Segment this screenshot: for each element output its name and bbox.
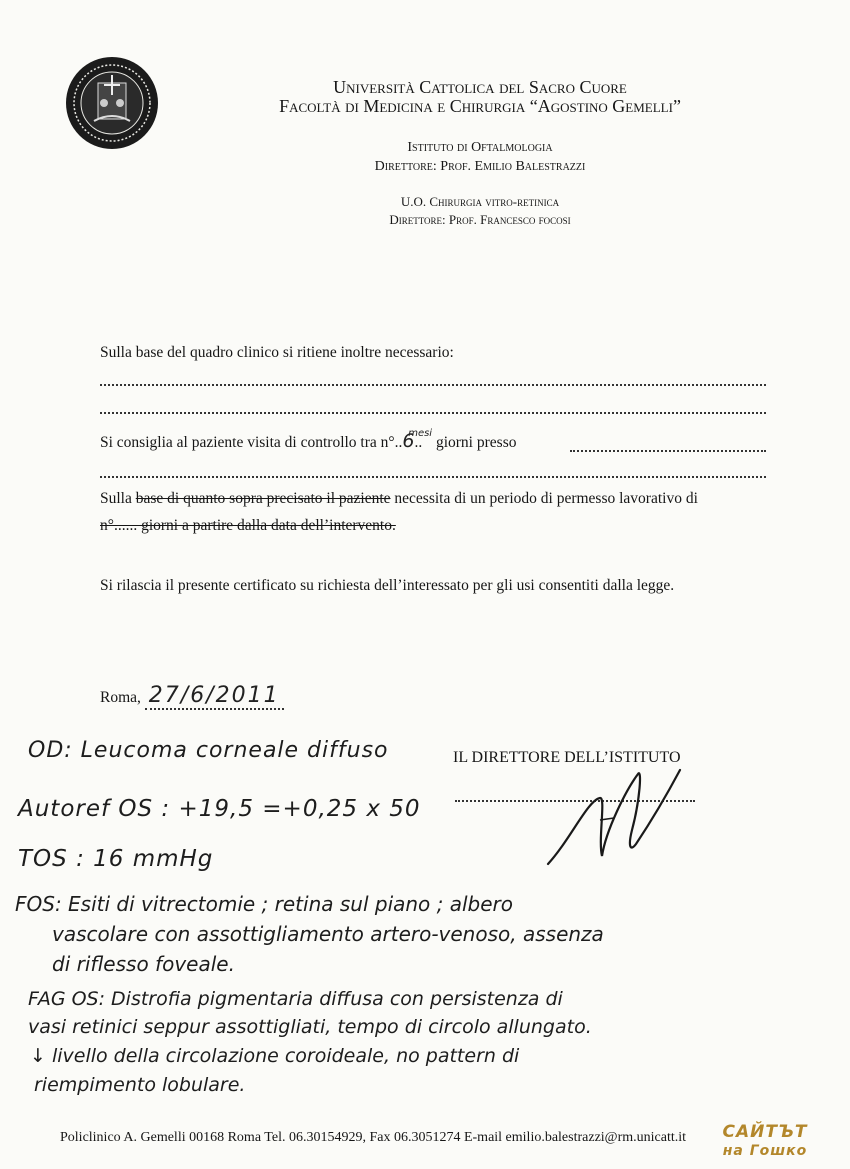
footer-address: Policlinico A. Gemelli 00168 Roma Tel. 06.30154929, Fax 06.3051274 E-mail emilio.balestrazzi@rm.unicatt.it (60, 1130, 687, 1145)
necessary-label: Sulla base del quadro clinico si ritiene inoltre necessario: (100, 344, 454, 361)
followup-prefix: Si consiglia al paziente visita di controllo tra n° (100, 434, 395, 451)
note-autorefraction: Autoref OS : +19,5 =+0,25 x 50 (18, 796, 421, 822)
note-fag-4: riempimento lobulare. (34, 1074, 246, 1096)
leave-line-2: n°...... giorni a partire dalla data dell’intervento. (100, 517, 396, 534)
director-title: IL DIRETTORE DELL’ISTITUTO (453, 749, 681, 766)
note-fag-2: vasi retinici seppur assottigliati, tempo di circolo allungato. (28, 1016, 592, 1038)
site-watermark (700, 1123, 830, 1161)
dotted-line (100, 476, 766, 478)
dotted-line (100, 412, 766, 414)
watermark-line-2: на Гошко (722, 1143, 808, 1159)
university-name: Università Cattolica del Sacro Cuore (333, 77, 627, 97)
followup-note: mesi (408, 428, 433, 439)
leave-text-struck: base di quanto sopra precisato il paziente (135, 490, 391, 507)
followup-line: Si consiglia al paziente visita di controllo tra n°..6..$^{mesi}$ giorni presso (100, 428, 517, 452)
date-line (100, 683, 284, 708)
note-fos-1: FOS: Esiti di vitrectomie ; retina sul piano ; albero (15, 892, 514, 916)
director-signature-icon (540, 760, 690, 870)
date-value: 27/6/2011 (145, 683, 284, 710)
note-od: OD: Leucoma corneale diffuso (28, 738, 389, 763)
university-seal-icon (64, 55, 160, 151)
note-tonometry: TOS : 16 mmHg (18, 846, 214, 872)
unit-name: U.O. Chirurgia vitro-retinica (400, 194, 560, 209)
followup-value: 6 (402, 430, 415, 452)
watermark-line-1: САЙТЪТ (722, 1122, 808, 1142)
faculty-name: Facoltà di Medicina e Chirurgia “Agostino Gemelli” (279, 96, 681, 116)
note-fag-1: FAG OS: Distrofia pigmentaria diffusa con persistenza di (28, 988, 563, 1010)
note-fos-2: vascolare con assottigliamento artero-venoso, assenza (52, 922, 604, 946)
followup-suffix: giorni presso (435, 434, 517, 451)
unit-director: Direttore: Prof. Francesco focosi (389, 212, 571, 227)
leave-line-1: Sulla base di quanto sopra precisato il paziente necessita di un periodo di permesso lavorativo di (100, 490, 698, 507)
institute-director: Direttore: Prof. Emilio Balestrazzi (374, 159, 586, 174)
dotted-line (100, 384, 766, 386)
note-fag-3: ↓ livello della circolazione coroideale, no pattern di (30, 1045, 520, 1067)
place-label: Roma, (100, 689, 141, 706)
note-fos-3: di riflesso foveale. (52, 952, 235, 976)
certificate-text: Si rilascia il presente certificato su richiesta dell’interessato per gli usi consentiti dalla legge. (100, 577, 675, 594)
dotted-line (570, 450, 766, 452)
institute-name: Istituto di Oftalmologia (407, 140, 553, 155)
